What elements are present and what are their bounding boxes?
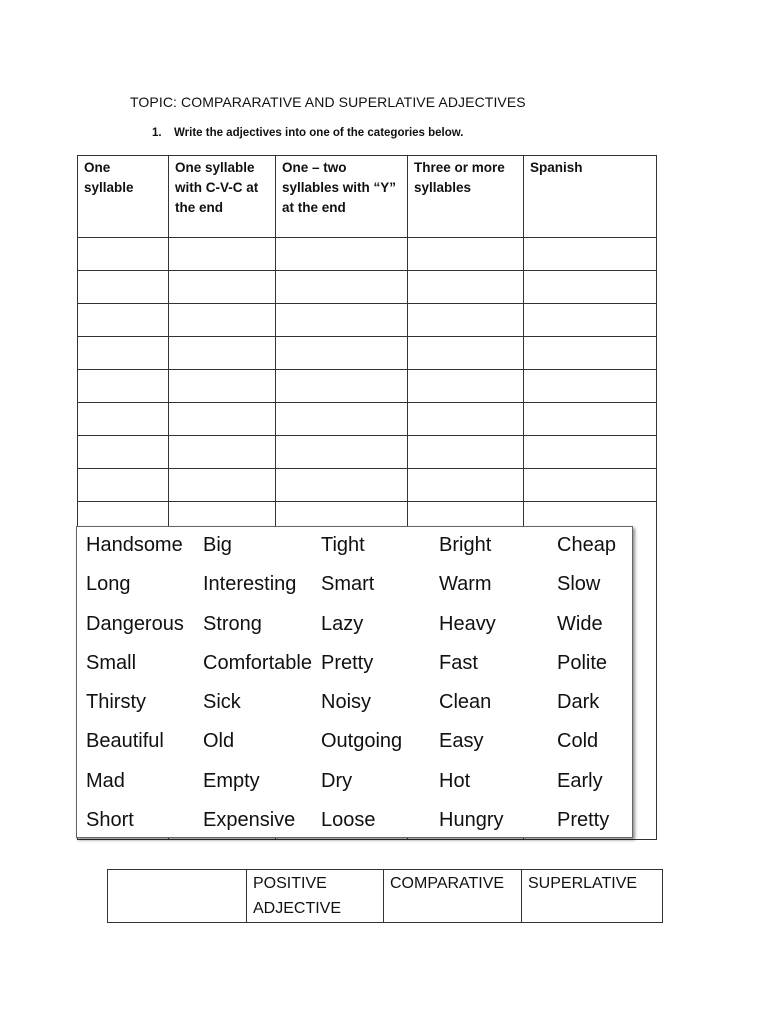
blank-answer-cell[interactable] [276,337,408,370]
category-table-row [78,436,657,469]
category-table-row [78,238,657,271]
word-bank-item: Beautiful [86,730,164,753]
word-bank-item: Tight [321,534,365,556]
word-bank-item: Polite [557,651,608,674]
word-bank-item: Loose [321,809,376,832]
word-bank-item: Clean [439,691,492,714]
header-line: One – two [282,160,347,175]
word-bank-item: Hot [439,769,471,792]
category-table-row [78,271,657,304]
blank-answer-cell[interactable] [276,469,408,502]
word-bank-item: Strong [203,612,262,635]
category-table-row [78,403,657,436]
adjective-forms-header-row [108,870,663,923]
header-line: One syllable [175,160,255,175]
word-bank-item: Empty [203,769,260,792]
word-bank-item: Small [86,651,137,674]
word-bank-item: Expensive [203,809,296,832]
blank-answer-cell[interactable] [408,271,524,304]
header-comparative [384,870,522,923]
blank-answer-cell[interactable] [524,403,657,436]
blank-answer-cell[interactable] [276,370,408,403]
blank-answer-cell[interactable] [169,337,276,370]
instruction-text: Write the adjectives into one of the categories below. [174,127,464,139]
word-bank-item: Heavy [439,612,496,635]
blank-answer-cell[interactable] [169,238,276,271]
blank-answer-cell[interactable] [524,370,657,403]
word-bank-item: Short [86,809,134,832]
word-bank-item: Old [203,730,235,753]
word-bank-item: Slow [557,573,601,596]
word-bank-item: Bright [439,534,492,556]
blank-answer-cell[interactable] [524,337,657,370]
blank-answer-cell[interactable] [408,304,524,337]
word-bank-item: Fast [439,651,478,674]
word-bank-item: Lazy [321,612,364,635]
word-bank-item: Sick [203,691,241,714]
blank-answer-cell[interactable] [408,370,524,403]
instruction-number: 1. [152,127,162,139]
category-table-row [78,469,657,502]
word-bank-item: Thirsty [86,691,146,714]
word-bank-grid [77,527,632,844]
blank-answer-cell[interactable] [408,469,524,502]
blank-answer-cell[interactable] [276,304,408,337]
header-line: syllables with “Y” [282,180,397,195]
blank-answer-cell[interactable] [78,337,169,370]
category-header-row [78,156,657,238]
blank-answer-cell[interactable] [276,238,408,271]
header-one-syllable-cvc [169,156,276,238]
header-line: POSITIVE [253,875,327,892]
blank-answer-cell[interactable] [408,337,524,370]
blank-answer-cell[interactable] [169,370,276,403]
category-table-row [78,304,657,337]
word-bank-item: Easy [439,730,484,753]
word-bank-item: Pretty [557,809,610,832]
word-bank-item: Comfortable [203,651,312,674]
blank-answer-cell[interactable] [408,238,524,271]
blank-answer-cell[interactable] [276,436,408,469]
word-bank-item: Dry [321,769,353,792]
word-bank-item: Warm [439,573,492,596]
word-bank-item: Cheap [557,534,616,556]
blank-answer-cell[interactable] [169,271,276,304]
instruction-line [152,127,463,139]
word-bank-item: Noisy [321,691,372,714]
word-bank-item: Dark [557,691,600,714]
blank-answer-cell[interactable] [408,436,524,469]
blank-answer-cell[interactable] [524,436,657,469]
header-positive-adjective [247,870,384,923]
word-bank-item: Long [86,573,131,596]
header-line: SUPERLATIVE [528,875,638,892]
word-bank-item: Interesting [203,573,297,596]
blank-answer-cell[interactable] [78,304,169,337]
blank-answer-cell[interactable] [78,436,169,469]
header-one-syllable [78,156,169,238]
header-line: One [84,160,111,175]
header-line: COMPARATIVE [390,875,505,892]
blank-answer-cell[interactable] [78,403,169,436]
header-line: with C-V-C at [175,180,259,195]
word-bank-item: Mad [86,769,125,792]
category-table-row [78,337,657,370]
header-spanish [524,156,657,238]
word-bank-item: Pretty [321,651,374,674]
blank-answer-cell[interactable] [524,238,657,271]
header-line: syllables [414,180,472,195]
word-bank-item: Outgoing [321,730,403,753]
blank-answer-cell[interactable] [524,271,657,304]
blank-answer-cell[interactable] [169,403,276,436]
blank-answer-cell[interactable] [78,370,169,403]
blank-answer-cell[interactable] [408,403,524,436]
header-line: Spanish [530,160,583,175]
word-bank-item: Dangerous [86,612,184,635]
worksheet-topic: TOPIC: COMPARARATIVE AND SUPERLATIVE ADJECTIVES [130,94,526,110]
header-line: Three or more [414,160,505,175]
blank-answer-cell[interactable] [169,436,276,469]
blank-answer-cell[interactable] [169,304,276,337]
word-bank-item: Early [557,769,603,792]
header-line: ADJECTIVE [253,900,342,917]
header-one-two-syllables-y [276,156,408,238]
blank-answer-cell[interactable] [78,238,169,271]
word-bank-item: Big [203,534,232,556]
word-bank-item: Hungry [439,809,504,832]
word-bank [76,526,633,838]
blank-answer-cell[interactable] [276,403,408,436]
word-bank-item: Cold [557,730,599,753]
header-line: at the end [282,200,346,215]
word-bank-item: Smart [321,573,375,596]
blank-answer-cell[interactable] [169,469,276,502]
category-table-row [78,370,657,403]
header-line: the end [175,200,224,215]
adjective-forms-table [107,869,663,923]
word-bank-item: Handsome [86,534,183,556]
blank-answer-cell[interactable] [524,469,657,502]
blank-answer-cell[interactable] [78,271,169,304]
blank-header-cell[interactable] [108,870,247,923]
blank-answer-cell[interactable] [276,271,408,304]
header-line: syllable [84,180,134,195]
word-bank-item: Wide [557,612,603,635]
header-superlative [522,870,663,923]
blank-answer-cell[interactable] [78,469,169,502]
blank-answer-cell[interactable] [524,304,657,337]
header-three-or-more-syllables [408,156,524,238]
